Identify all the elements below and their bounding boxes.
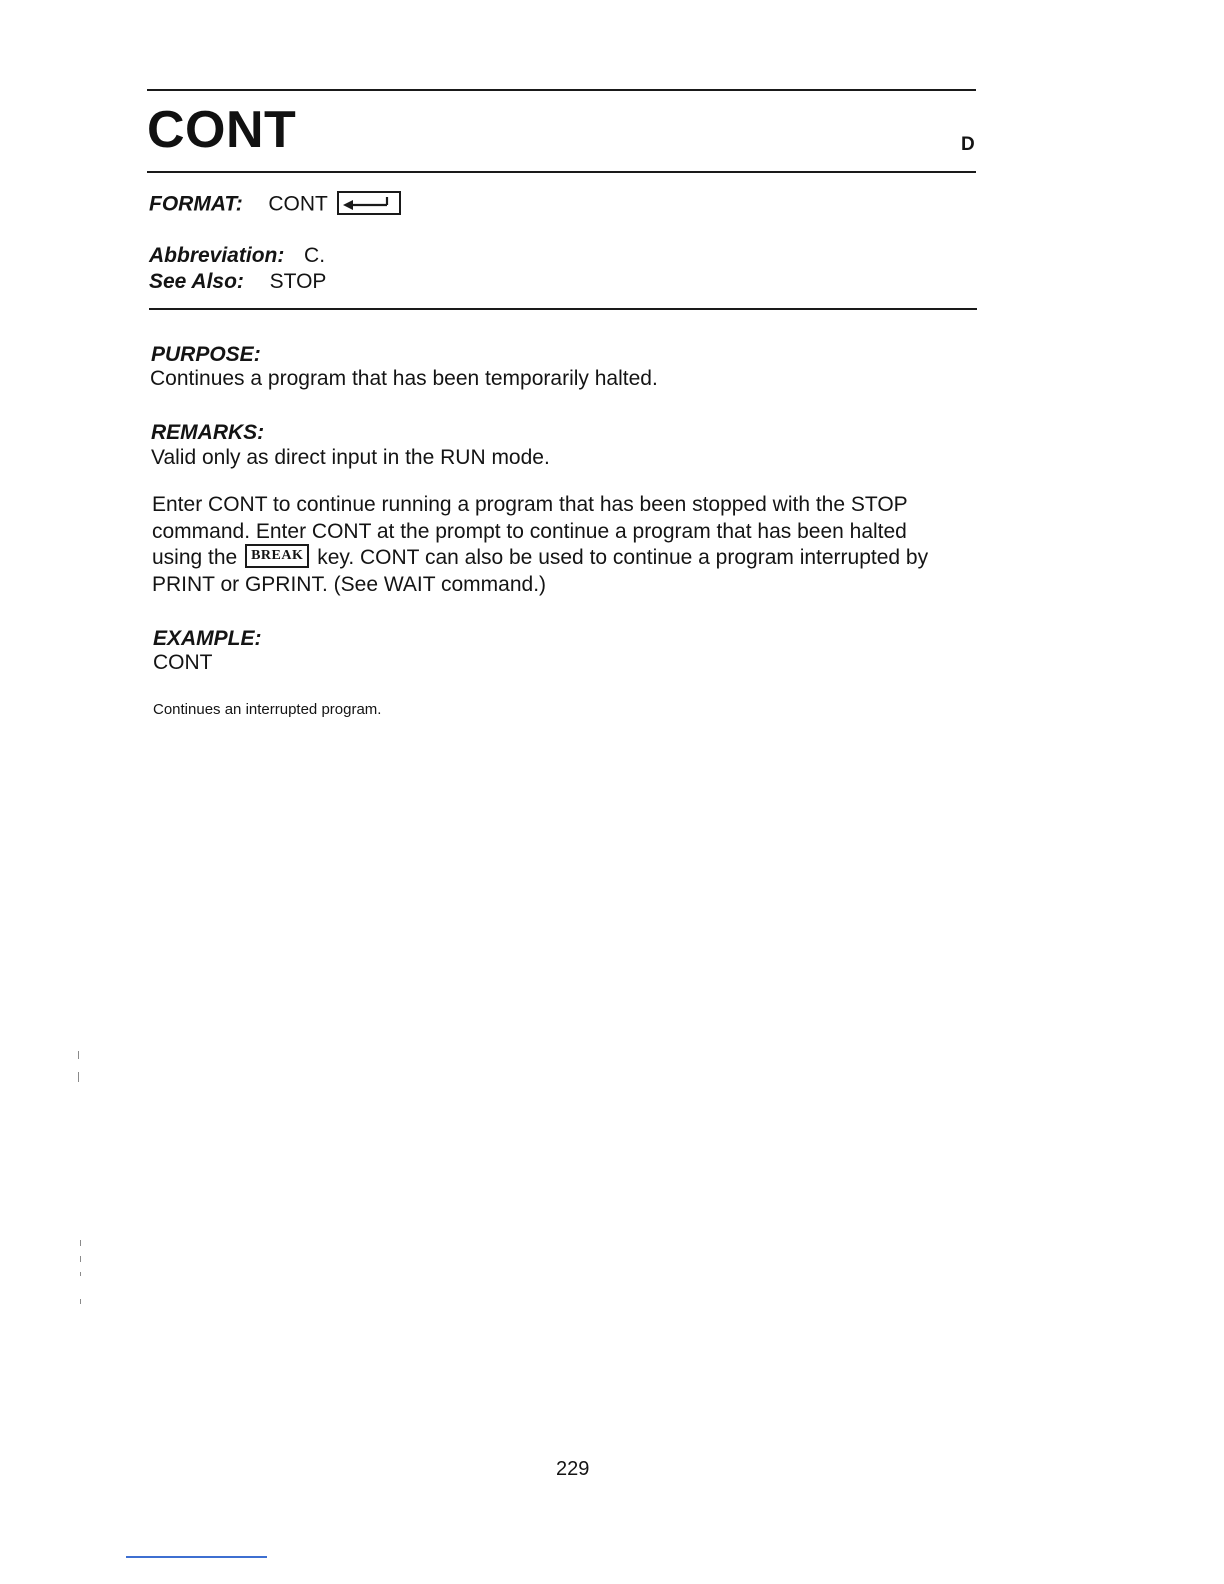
scan-mark bbox=[78, 1072, 79, 1082]
remarks-paragraph bbox=[152, 492, 992, 598]
remarks-p2-line-1: Enter CONT to continue running a program that has been stopped with the STOP bbox=[152, 493, 908, 516]
format-label: FORMAT: bbox=[149, 192, 243, 216]
top-rule bbox=[147, 89, 976, 91]
scan-mark bbox=[80, 1272, 81, 1276]
title-rule bbox=[147, 171, 976, 173]
scan-mark bbox=[80, 1240, 81, 1246]
remarks-line-1: Valid only as direct input in the RUN mode. bbox=[151, 446, 550, 469]
abbreviation-value: C. bbox=[304, 244, 326, 267]
remarks-p2-line-2: command. Enter CONT at the prompt to continue a program that has been halted bbox=[152, 519, 907, 543]
see-also-label: See Also: bbox=[149, 270, 244, 293]
bottom-blue-line bbox=[126, 1556, 267, 1558]
scan-mark bbox=[80, 1299, 81, 1304]
section-letter: D bbox=[961, 134, 975, 155]
abbreviation-line bbox=[149, 245, 325, 266]
page-number: 229 bbox=[556, 1458, 590, 1480]
abbreviation-label: Abbreviation: bbox=[149, 244, 285, 267]
example-heading: EXAMPLE: bbox=[153, 627, 262, 650]
example-note: Continues an interrupted program. bbox=[153, 701, 382, 718]
enter-key-icon bbox=[337, 191, 401, 215]
scan-mark bbox=[78, 1051, 79, 1059]
remarks-p2-line-3-end: key. CONT can also be used to continue a program interrupted by bbox=[317, 546, 929, 569]
remarks-heading: REMARKS: bbox=[151, 421, 265, 444]
remarks-p2-line-3-start: using the bbox=[152, 546, 238, 569]
see-also-value: STOP bbox=[269, 270, 327, 293]
break-key: BREAK bbox=[245, 544, 309, 568]
remarks-p2-line-4: PRINT or GPRINT. (See WAIT command.) bbox=[152, 572, 547, 596]
scan-mark bbox=[80, 1256, 81, 1262]
purpose-text: Continues a program that has been temporarily halted. bbox=[150, 367, 658, 390]
format-line bbox=[149, 193, 401, 217]
format-value: CONT bbox=[268, 192, 328, 216]
header-rule bbox=[149, 308, 977, 310]
example-code: CONT bbox=[153, 651, 213, 674]
purpose-heading: PURPOSE: bbox=[151, 343, 261, 366]
remarks-p2-line-3 bbox=[152, 545, 992, 572]
command-title: CONT bbox=[147, 101, 297, 159]
see-also-line bbox=[149, 271, 326, 292]
